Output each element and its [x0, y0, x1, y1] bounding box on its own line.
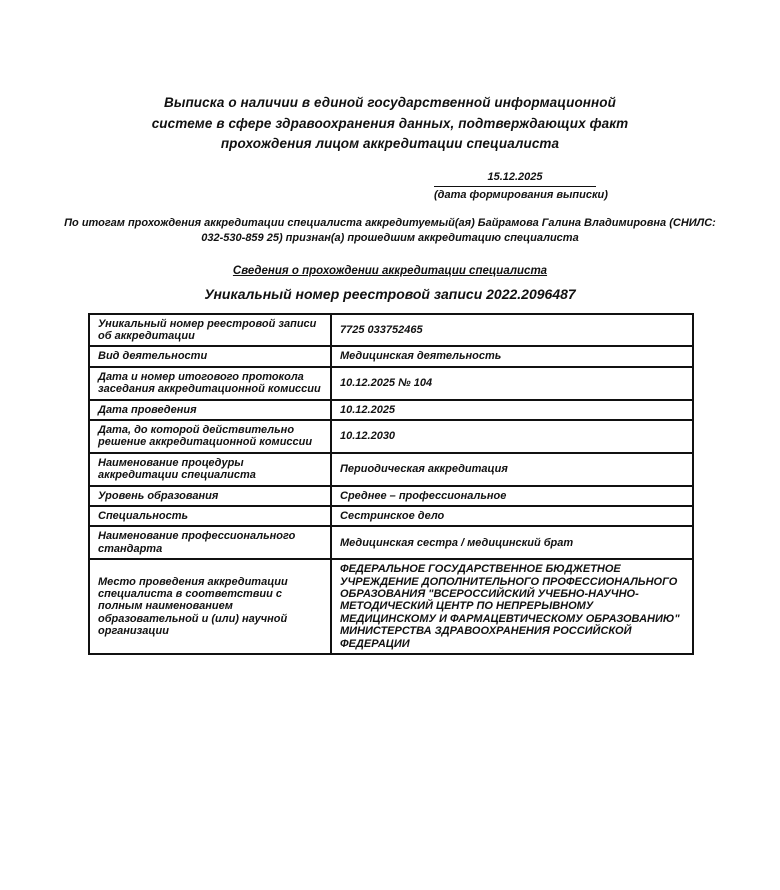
row-label: Уникальный номер реестровой записи об аккредитации: [89, 314, 331, 347]
row-label: Вид деятельности: [89, 346, 331, 366]
row-label: Дата и номер итогового протокола заседания аккредитационной комиссии: [89, 367, 331, 400]
issue-date-block: [434, 170, 608, 201]
row-label: Уровень образования: [89, 486, 331, 506]
table-row: [89, 526, 693, 559]
title-line: Выписка о наличии в единой государственной информационной: [163, 95, 616, 110]
row-value: Медицинская сестра / медицинский брат: [331, 526, 693, 559]
issue-date-value: 15.12.2025: [434, 171, 596, 187]
table-row: [89, 346, 693, 366]
intro-line: По итогам прохождения аккредитации специалиста аккредитуемый(ая) Байрамова Галина Владимировна (СНИЛС:: [64, 216, 716, 229]
row-label: Наименование процедуры аккредитации специалиста: [89, 453, 331, 486]
row-value: ФЕДЕРАЛЬНОЕ ГОСУДАРСТВЕННОЕ БЮДЖЕТНОЕ УЧРЕЖДЕНИЕ ДОПОЛНИТЕЛЬНОГО ПРОФЕССИОНАЛЬНОГО ОБРАЗОВАНИЯ "ВСЕРОССИЙСКИЙ УЧЕБНО-НАУЧНО-МЕТОДИЧЕСКИЙ ЦЕНТР ПО НЕПРЕРЫВНОМУ МЕДИЦИНСКОМУ И ФАРМАЦЕВТИЧЕСКОМУ ОБРАЗОВАНИЮ" МИНИСТЕРСТВА ЗДРАВООХРАНЕНИЯ РОССИЙСКОЙ ФЕДЕРАЦИИ: [331, 559, 693, 654]
row-label: Место проведения аккредитации специалиста в соответствии с полным наименованием образовательной и (или) научной организации: [89, 559, 331, 654]
table-row: [89, 367, 693, 400]
document-title: [0, 0, 780, 155]
table-row: [89, 486, 693, 506]
row-value: Периодическая аккредитация: [331, 453, 693, 486]
row-value: 10.12.2025: [331, 400, 693, 420]
table-row: [89, 506, 693, 526]
registry-number-heading: Уникальный номер реестровой записи 2022.2096487: [204, 285, 576, 302]
row-value: Среднее – профессиональное: [331, 486, 693, 506]
row-label: Специальность: [89, 506, 331, 526]
table-row: [89, 559, 693, 654]
section-heading: Сведения о прохождении аккредитации специалиста: [232, 264, 548, 277]
intro-line: 032-530-859 25) признан(а) прошедшим аккредитацию специалиста: [201, 231, 579, 244]
accreditation-table: [88, 313, 694, 656]
row-value: 7725 033752465: [331, 314, 693, 347]
issue-date-caption: (дата формирования выписки): [434, 188, 608, 201]
table-row: [89, 420, 693, 453]
table-row: [89, 314, 693, 347]
title-line: прохождения лицом аккредитации специалиста: [220, 136, 560, 151]
table-row: [89, 453, 693, 486]
intro-paragraph: [0, 216, 780, 246]
row-value: 10.12.2030: [331, 420, 693, 453]
title-line: системе в сфере здравоохранения данных, подтверждающих факт: [151, 115, 629, 131]
row-value: Сестринское дело: [331, 506, 693, 526]
table-row: [89, 400, 693, 420]
row-label: Дата, до которой действительно решение аккредитационной комиссии: [89, 420, 331, 453]
row-label: Дата проведения: [89, 400, 331, 420]
row-label: Наименование профессионального стандарта: [89, 526, 331, 559]
row-value: 10.12.2025 № 104: [331, 367, 693, 400]
table-body: [89, 314, 693, 655]
row-value: Медицинская деятельность: [331, 346, 693, 366]
